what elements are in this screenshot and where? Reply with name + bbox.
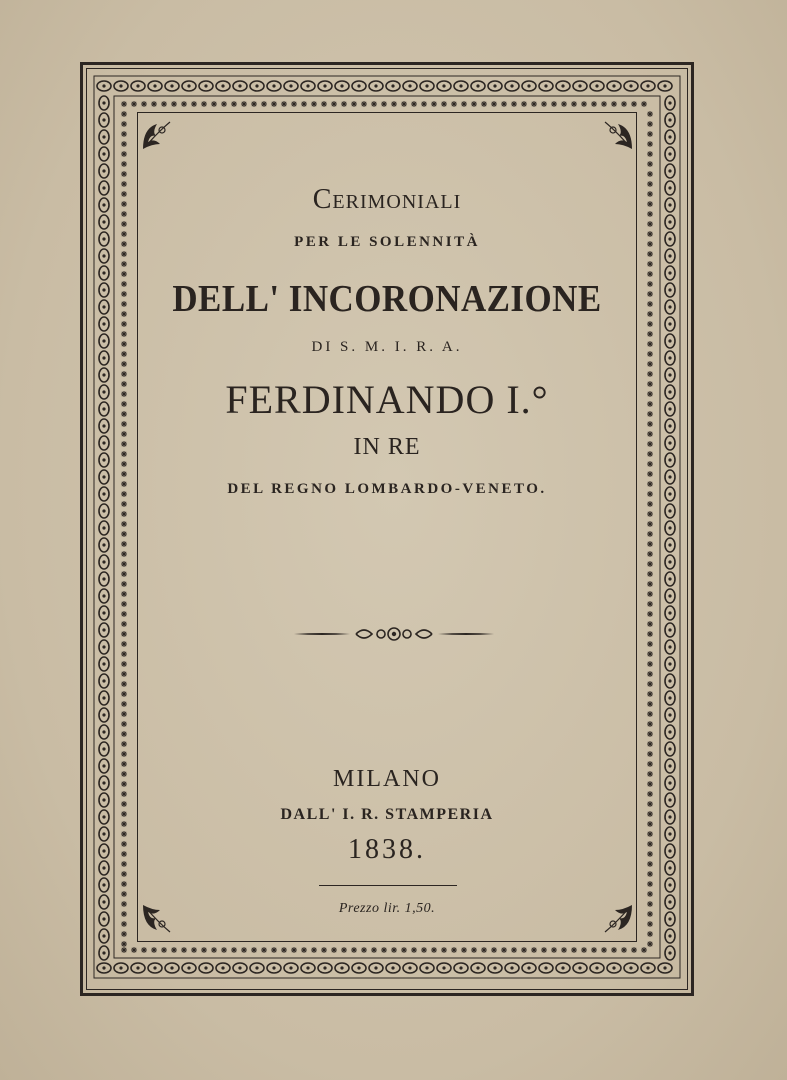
acanthus-corner-icon [140,118,174,152]
price-note: Prezzo lir. 1,50. [338,901,436,916]
floral-rule-ornament [292,622,496,646]
title-line-di-sm: DI S. M. I. R. A. [311,339,463,355]
price-rule [319,885,457,886]
title-line-regno: DEL REGNO LOMBARDO-VENETO. [227,481,547,497]
imprint-city: MILANO [333,766,441,792]
acanthus-corner-icon [601,118,635,152]
title-line-in-re: IN RE [353,434,421,460]
title-line-cerimoniali: Cerimoniali [312,184,462,215]
imprint-year: 1838. [348,834,426,865]
title-line-ferdinando: FERDINANDO I.° [225,377,549,422]
imprint-printer: DALL' I. R. STAMPERIA [280,806,494,823]
title-line-incoronazione: DELL' INCORONAZIONE [172,278,602,320]
title-line-per-le-solennita: PER LE SOLENNITÀ [294,234,480,250]
